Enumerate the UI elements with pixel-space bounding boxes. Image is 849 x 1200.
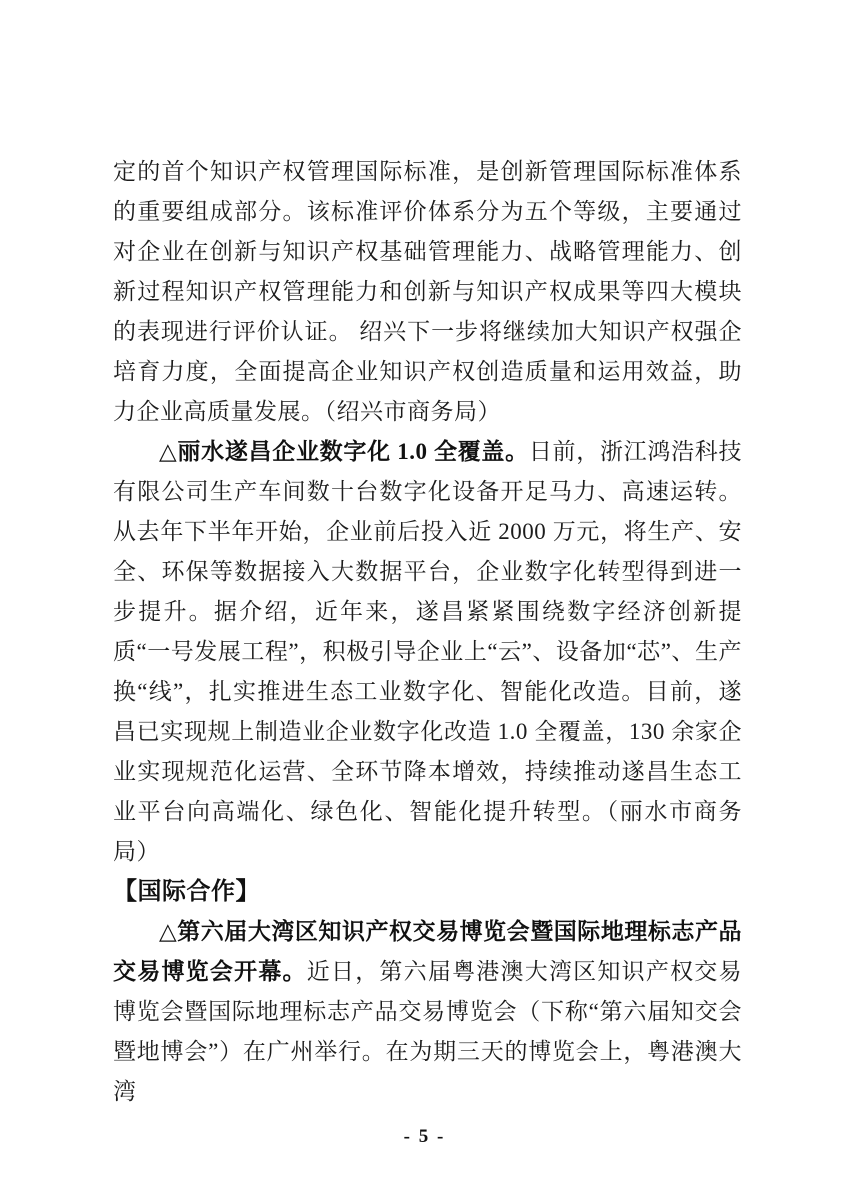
text-block	[113, 152, 742, 1112]
paragraph-expo-opening	[113, 912, 742, 1112]
paragraph-continuation	[113, 152, 742, 432]
paragraph-lead-bold: △丽水遂昌企业数字化 1.0 全覆盖。	[159, 439, 529, 464]
page-footer	[0, 1126, 849, 1148]
paragraph-text: 日前，浙江鸿浩科技有限公司生产车间数十台数字化设备开足马力、高速运转。从去年下半年开始，企业前后投入近 2000 万元，将生产、安全、环保等数据接入大数据平台，企业数字化转型得到进一步提升。据介绍，近年来，遂昌紧紧围绕数字经济创新提质“一号发展工程”，积极引导企业上“云”、设备加“芯”、生产换“线”，扎实推进生态工业数字化、智能化改造。目前，遂昌已实现规上制造业企业数字化改造 1.0 全覆盖，130 余家企业实现规范化运营、全环节降本增效，持续推动遂昌生态工业平台向高端化、绿色化、智能化提升转型。（丽水市商务局）	[113, 439, 742, 864]
paragraph-lishui-suichang	[113, 432, 742, 872]
paragraph-text: 近日，第六届粤港澳大湾区知识产权交易博览会暨国际地理标志产品交易博览会（下称“第六届知交会暨地博会”）在广州举行。在为期三天的博览会上，粤港澳大湾	[113, 959, 743, 1104]
paragraph-lead-bold: △第六届大湾区知识产权交易博览会暨国际地理标志产品交易博览会开幕。	[113, 919, 742, 984]
section-heading-international-cooperation: 【国际合作】	[113, 878, 260, 905]
paragraph-text: 定的首个知识产权管理国际标准，是创新管理国际标准体系的重要组成部分。该标准评价体系分为五个等级，主要通过对企业在创新与知识产权基础管理能力、战略管理能力、创新过程知识产权管理能力和创新与知识产权成果等四大模块的表现进行评价认证。 绍兴下一步将继续加大知识产权强企培育力度，全面提高企业知识产权创造质量和运用效益，助力企业高质量发展。（绍兴市商务局）	[113, 159, 742, 424]
page-number: - 5 -	[403, 1126, 446, 1147]
